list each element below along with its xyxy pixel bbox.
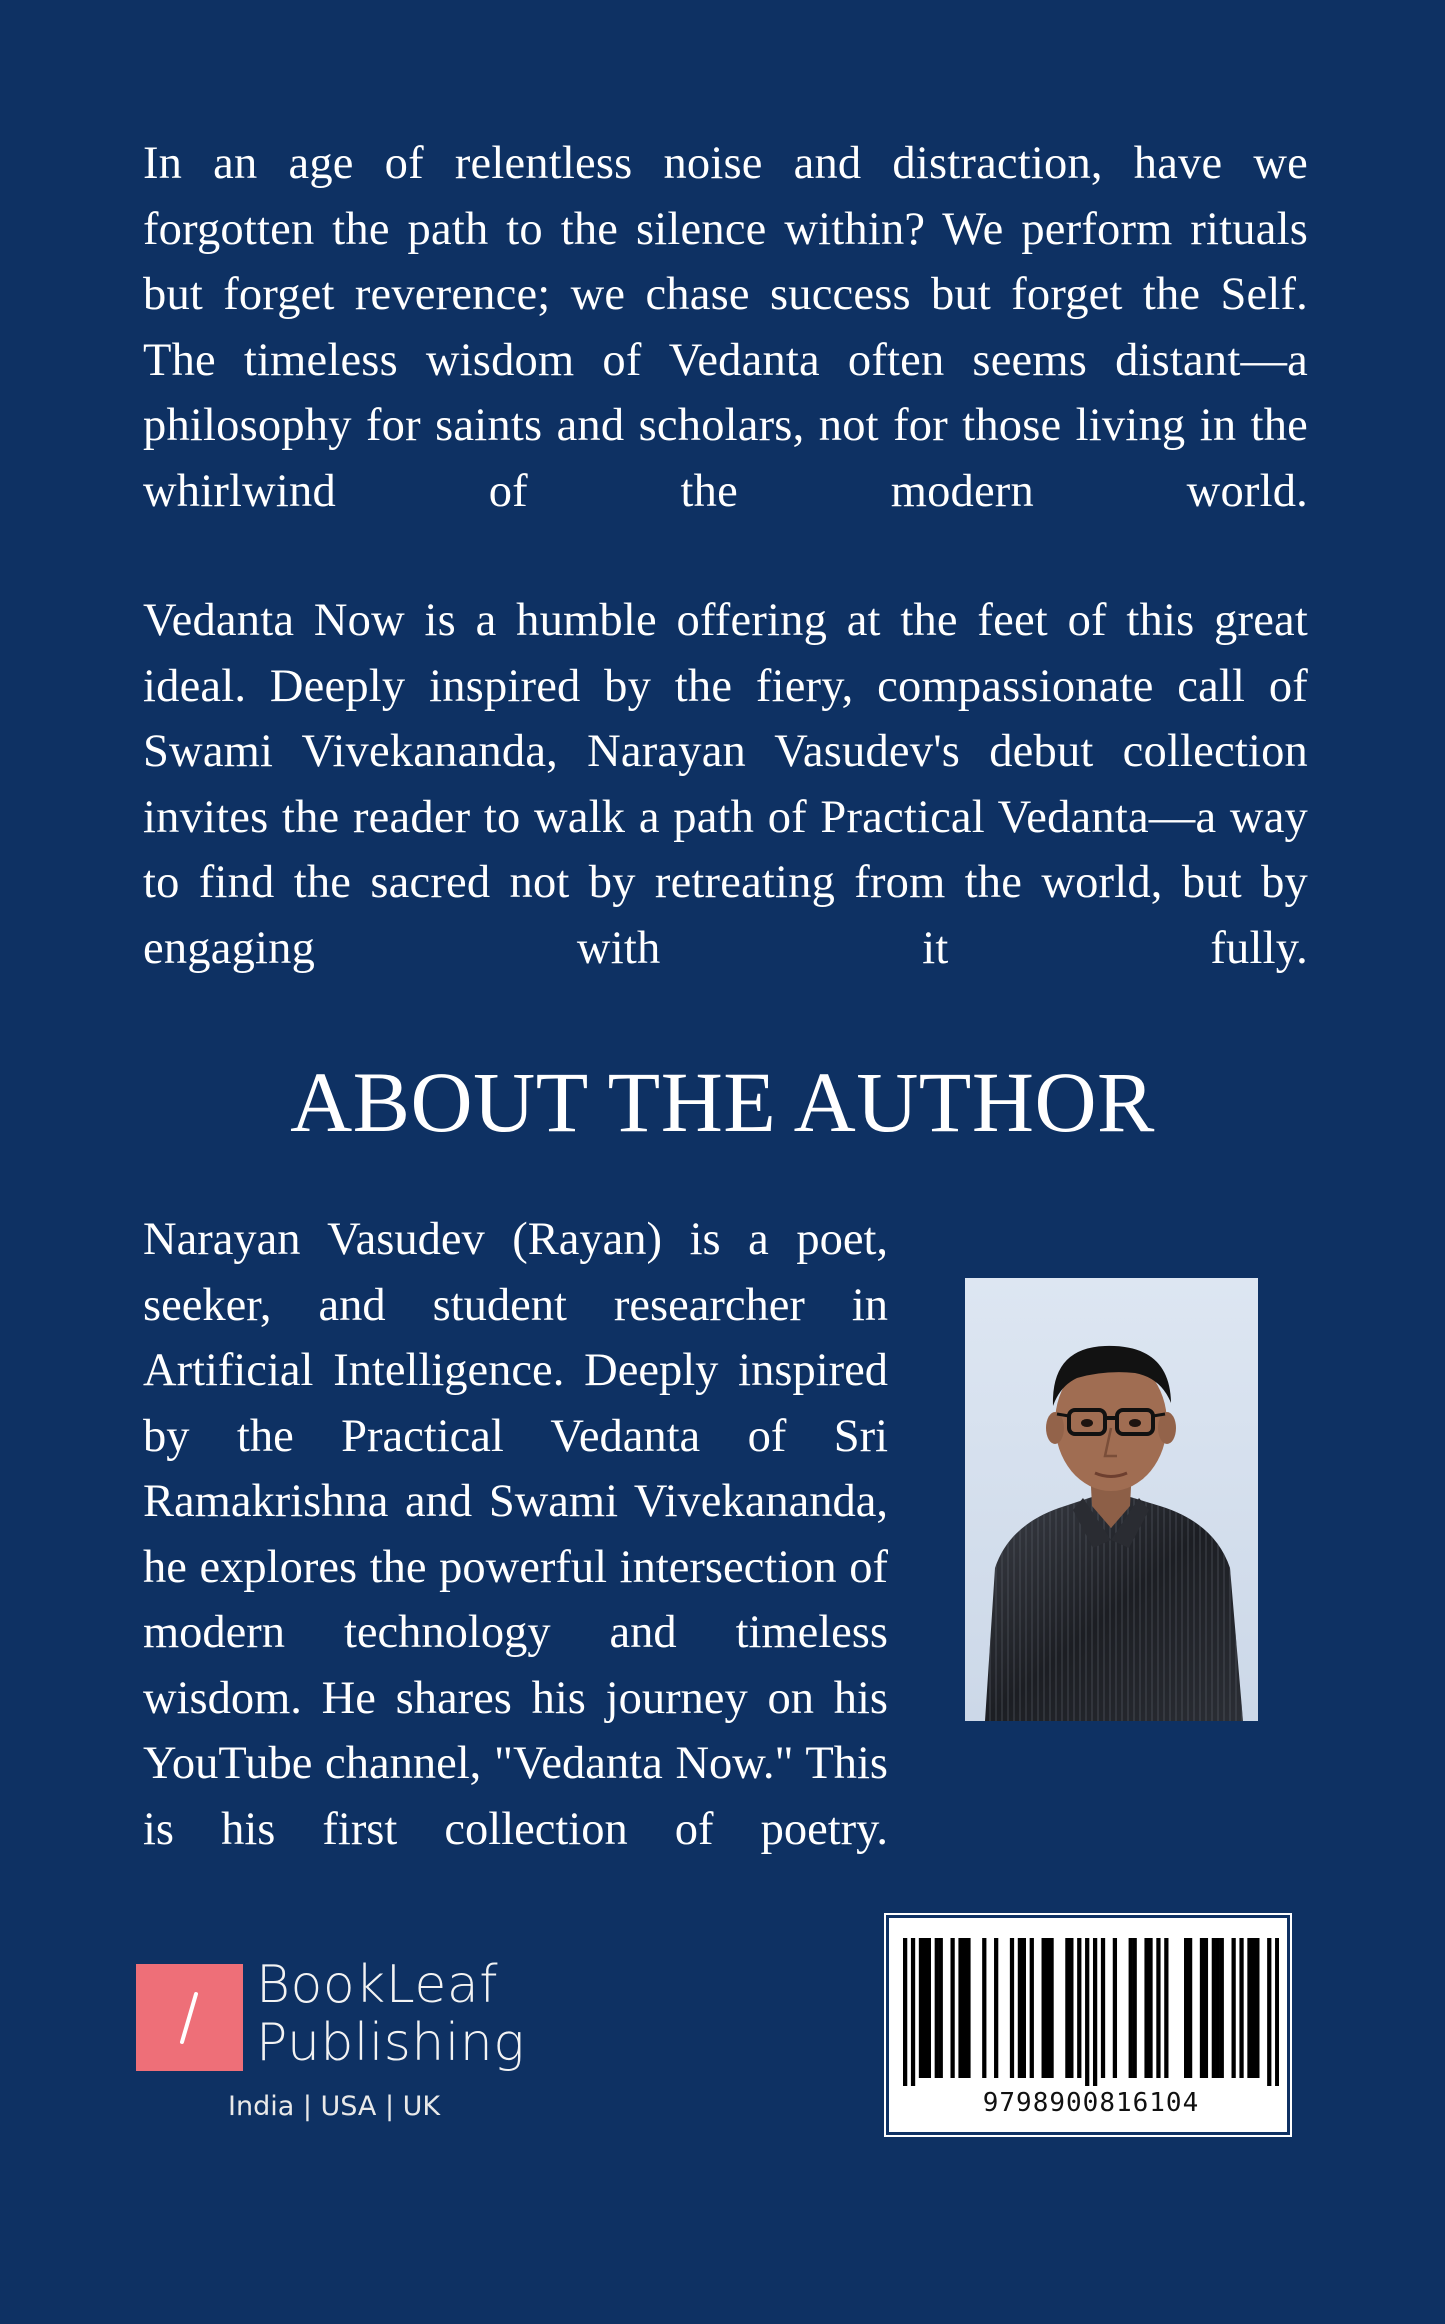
barcode-bar: [1085, 1938, 1089, 2086]
barcode-bar: [1069, 1938, 1073, 2078]
barcode-bar: [982, 1938, 986, 2078]
barcode-bar: [1144, 1938, 1148, 2078]
barcode-bar: [1049, 1938, 1053, 2078]
barcode-bars: [903, 1938, 1279, 2086]
barcode-bar: [1022, 1938, 1026, 2078]
isbn-number: 9798900816104: [982, 2088, 1200, 2118]
barcode-bar: [1030, 1938, 1034, 2078]
about-author-heading: ABOUT THE AUTHOR: [290, 1054, 1155, 1150]
barcode-bar: [1101, 1938, 1105, 2078]
barcode-bar: [1251, 1938, 1255, 2078]
barcode-bar: [1255, 1938, 1259, 2078]
barcode-bar: [1232, 1938, 1236, 2078]
barcode-bar: [939, 1938, 943, 2078]
barcode-bar: [1275, 1938, 1279, 2086]
barcode-bar: [958, 1938, 962, 2078]
publisher-name-line-2: Publishing: [256, 2013, 525, 2073]
barcode-bar: [1018, 1938, 1022, 2078]
barcode-bar: [1156, 1938, 1160, 2078]
barcode-bar: [966, 1938, 970, 2078]
barcode-bar: [919, 1938, 923, 2078]
barcode-bar: [1220, 1938, 1224, 2078]
author-photo: [965, 1278, 1258, 1721]
barcode-bar: [1045, 1938, 1049, 2078]
barcode-bar: [1200, 1938, 1204, 2078]
barcode-bar: [935, 1938, 939, 2078]
slash-icon: [136, 1964, 243, 2071]
barcode-bar: [1267, 1938, 1271, 2086]
publisher-name: [256, 1956, 525, 2072]
publisher-logo: [136, 1955, 536, 2122]
blurb-paragraph-2: Vedanta Now is a humble offering at the feet of this great ideal. Deeply inspired by the fiery, compassionate call of Swami Vivekananda, Narayan Vasudev's debut collection invites the reader to walk a path of Practical Vedanta—a way to find the sacred not by retreating from the world, but by engaging with it fully.: [143, 595, 1308, 974]
barcode-bar: [1133, 1938, 1137, 2078]
barcode-bar: [1065, 1938, 1069, 2078]
barcode-bar: [950, 1938, 954, 2078]
barcode-bar: [1188, 1938, 1192, 2078]
author-bio: Narayan Vasudev (Rayan) is a poet, seeker, and student researcher in Artificial Intelligence. Deeply inspired by the Practical Vedanta of Sri Ramakrishna and Swami Vivekananda, he explores the powerful intersection of modern technology and timeless wisdom. He shares his journey on his YouTube channel, "Vedanta Now." This is his first collection of poetry.: [143, 1214, 888, 1855]
barcode-bar: [923, 1938, 927, 2078]
barcode-bar: [1148, 1938, 1152, 2078]
barcode-bar: [927, 1938, 931, 2078]
barcode-bar: [1184, 1938, 1188, 2078]
blurb-paragraph-1: In an age of relentless noise and distraction, have we forgotten the path to the silence within? We perform rituals but forget reverence; we chase success but forget the Self. The timeless wisdom of Vedanta often seems distant—a philosophy for saints and scholars, not for those living in the whirlwind of the modern world.: [143, 138, 1308, 517]
barcode-bar: [1093, 1938, 1097, 2086]
barcode-bar: [1113, 1938, 1117, 2078]
barcode-bar: [1239, 1938, 1243, 2078]
author-portrait-illustration: [965, 1278, 1258, 1721]
barcode-bar: [1164, 1938, 1168, 2078]
barcode-bar: [1042, 1938, 1046, 2078]
barcode-bar: [1010, 1938, 1014, 2078]
barcode-bar: [1216, 1938, 1220, 2078]
isbn-barcode: [886, 1915, 1290, 2135]
barcode-bar: [994, 1938, 998, 2078]
barcode-bar: [1212, 1938, 1216, 2078]
barcode-bar: [962, 1938, 966, 2078]
barcode-bar: [1247, 1938, 1251, 2078]
publisher-name-line-1: BookLeaf: [256, 1955, 499, 2015]
barcode-bar: [903, 1938, 907, 2086]
barcode-bar: [911, 1938, 915, 2086]
barcode-bar: [1204, 1938, 1208, 2078]
barcode-bar: [1129, 1938, 1133, 2078]
barcode-bar: [1077, 1938, 1081, 2078]
publisher-regions: India | USA | UK: [228, 2091, 441, 2122]
